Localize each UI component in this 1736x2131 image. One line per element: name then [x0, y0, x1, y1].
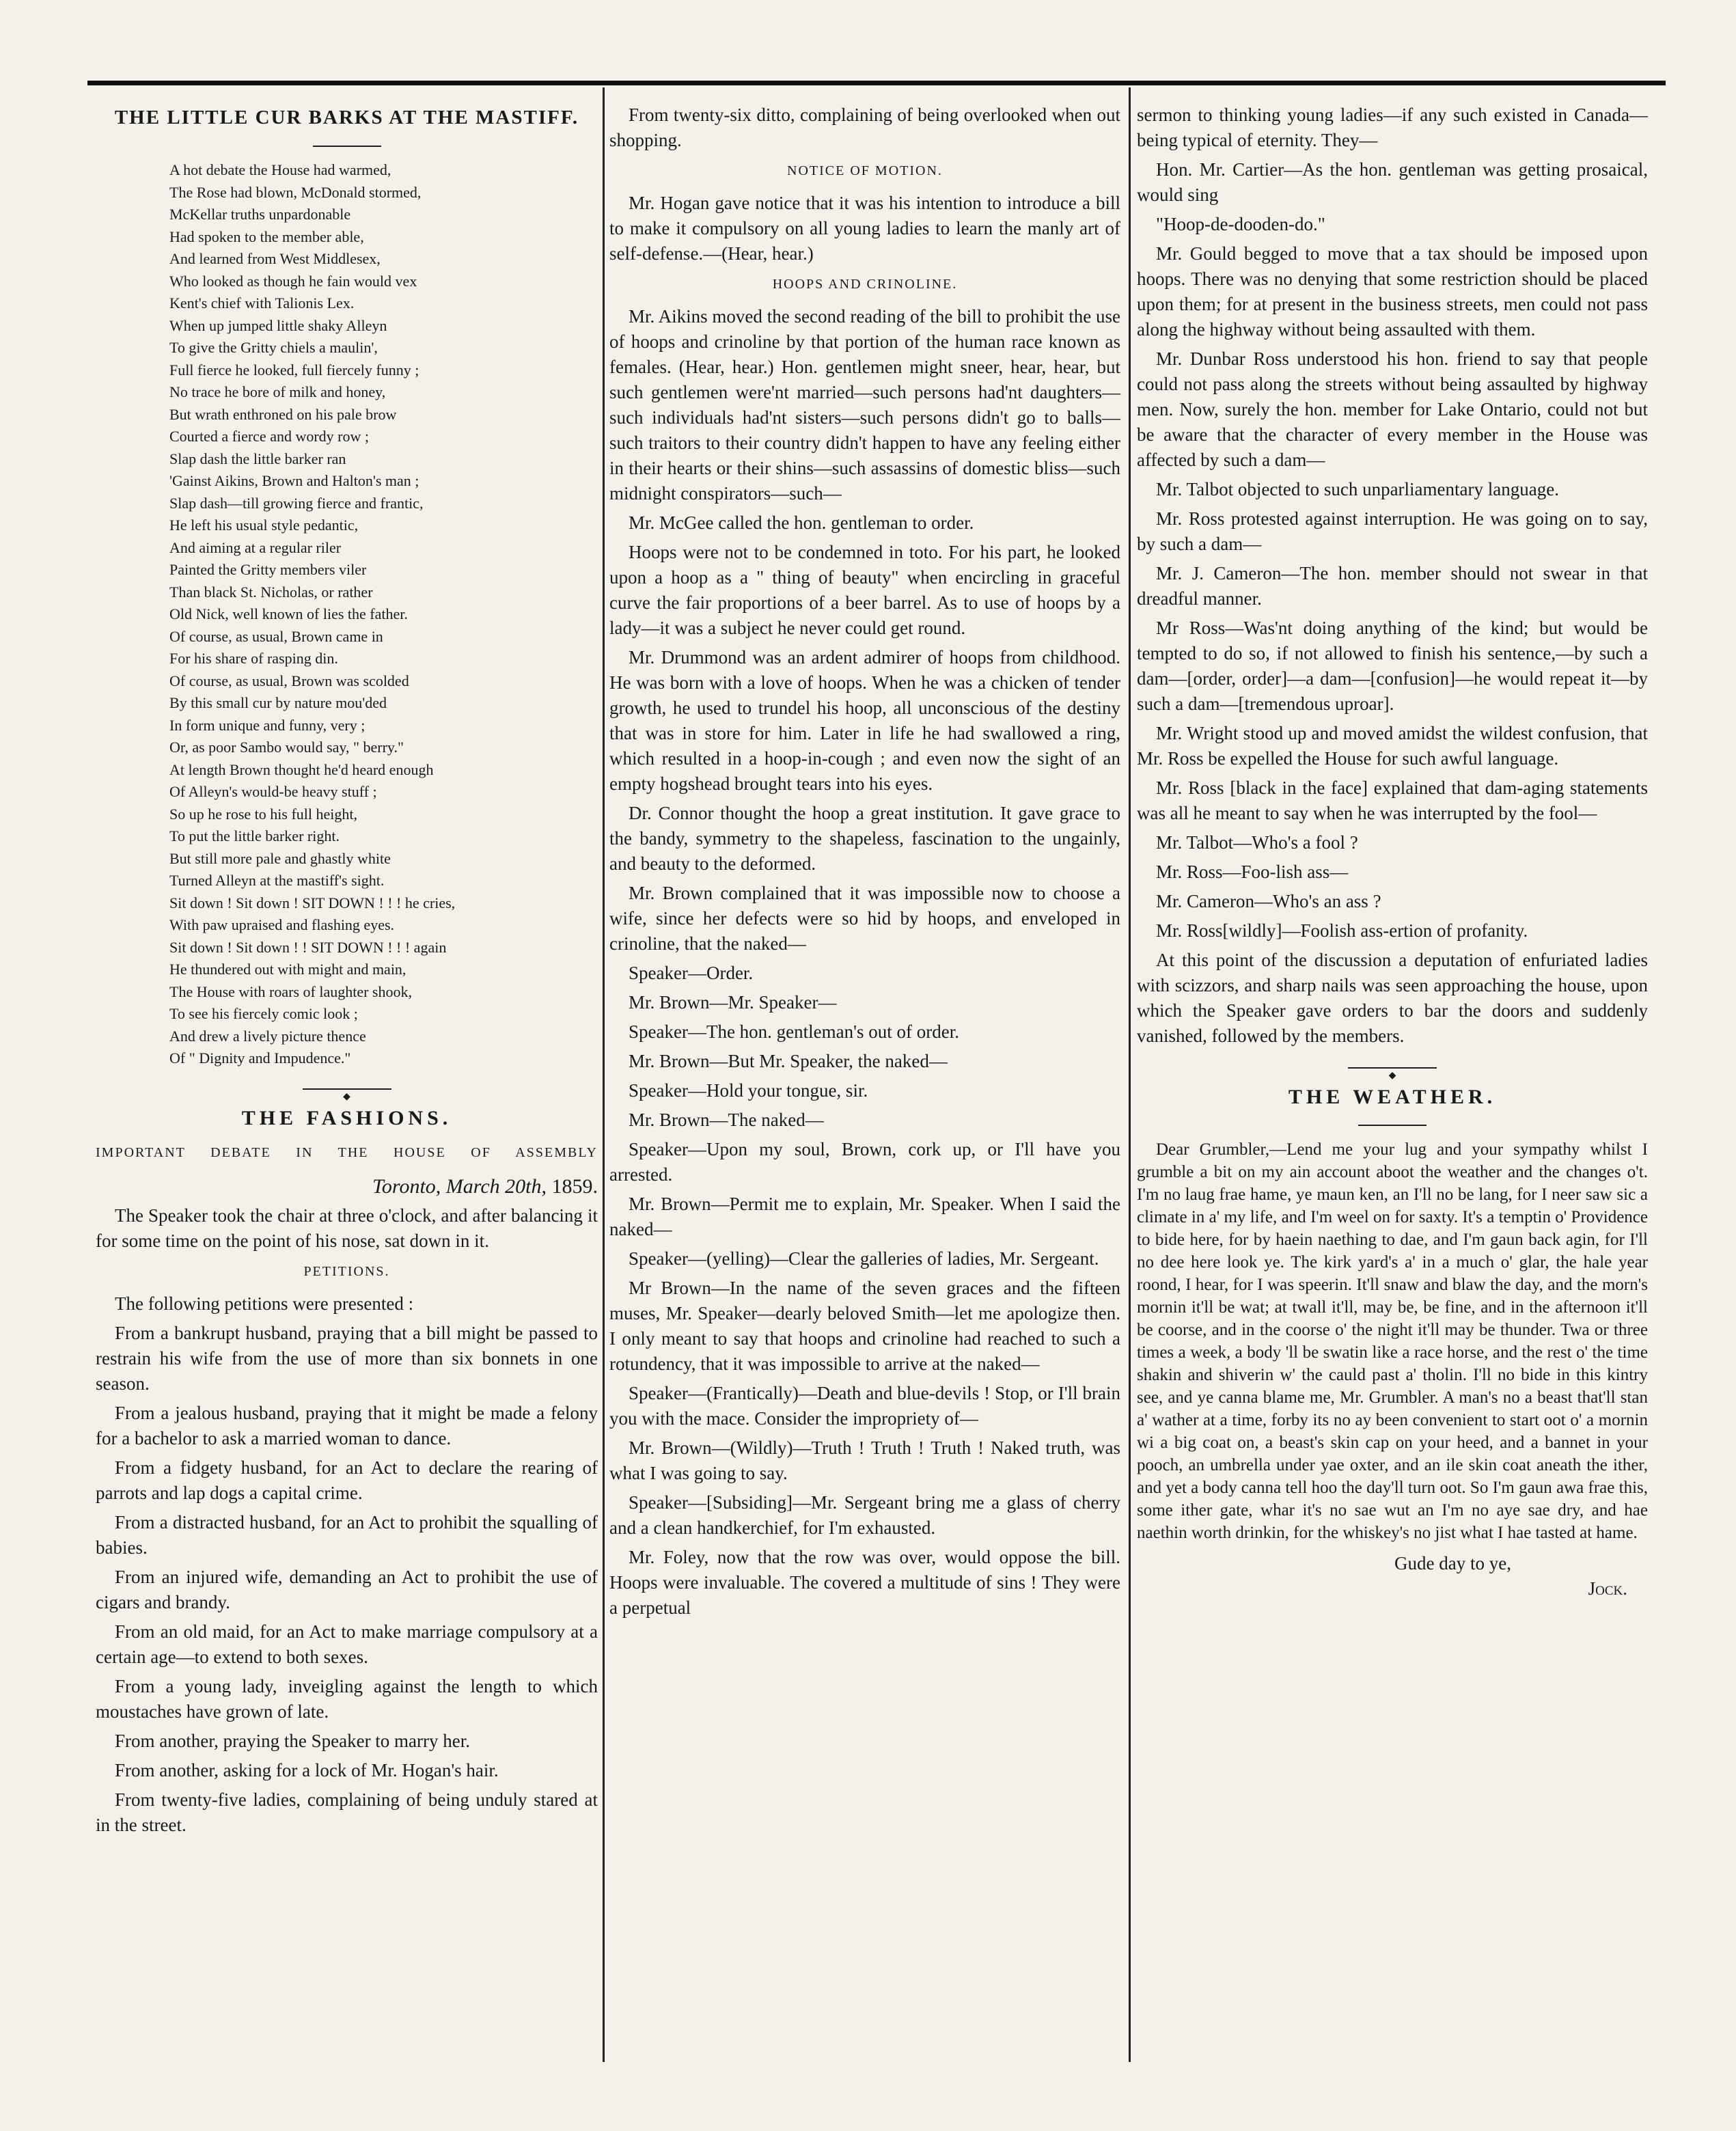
petition-item: From a bankrupt husband, praying that a bill might be passed to restrain his wife from the use of more than six bonnets in one season.: [96, 1322, 598, 1394]
signature: Jock.: [1588, 1578, 1627, 1599]
debate-paragraph: Mr. Ross protested against interruption. He was going on to say, by such a dam—: [1137, 508, 1648, 554]
dateline-year: 1859.: [551, 1174, 598, 1198]
poem-line: 'Gainst Aikins, Brown and Halton's man ;: [169, 472, 419, 489]
debate-paragraph: Mr. Drummond was an ardent admirer of hoops from childhood. He was born with a love of hoops. When he was a chicken of tender growth, he used to trundel his hoop, all unconscious of the destiny that was in store for him. Later in life he had swallowed a ring, which resulted in a hoop-in-cough ; and even now the sight of an empty hogshead brought tears into his eyes.: [609, 647, 1120, 794]
debate-paragraph: Mr. Ross[wildly]—Foolish ass-ertion of profanity.: [1156, 920, 1528, 941]
poem-line: Courted a fierce and wordy row ;: [169, 428, 370, 445]
poem-line: Or, as poor Sambo would say, " berry.": [169, 739, 404, 756]
debate-paragraph: Mr. Brown complained that it was impossible now to choose a wife, since her defects were so hid by hoops, and enveloped in crinoline, that the naked—: [609, 883, 1120, 954]
debate-paragraph: Mr. Talbot objected to such unparliamentary language.: [1156, 479, 1559, 499]
debate-paragraph: Speaker—The hon. gentleman's out of order.: [629, 1021, 959, 1042]
debate-paragraph: Mr. McGee called the hon. gentleman to order.: [629, 512, 974, 533]
debate-paragraph: "Hoop-de-dooden-do.": [1156, 214, 1325, 234]
debate-paragraph: Speaker—Upon my soul, Brown, cork up, or I'll have you arrested.: [609, 1139, 1120, 1185]
poem-line: Of Alleyn's would-be heavy stuff ;: [169, 783, 377, 800]
debate-paragraph: Speaker—Hold your tongue, sir.: [629, 1080, 868, 1101]
petition-item: From twenty-five ladies, complaining of being unduly stared at in the street.: [96, 1789, 598, 1835]
debate-paragraph: Mr. Brown—(Wildly)—Truth ! Truth ! Truth ! Naked truth, was what I was going to say.: [609, 1438, 1120, 1483]
poem-line: The Rose had blown, McDonald stormed,: [169, 183, 422, 201]
section-ornament: [96, 1081, 598, 1097]
poem-line: In form unique and funny, very ;: [169, 716, 366, 734]
debate-paragraph: Mr. Brown—Permit me to explain, Mr. Speaker. When I said the naked—: [609, 1194, 1120, 1239]
debate-paragraph: Mr. Foley, now that the row was over, would oppose the bill. Hoops were invaluable. The covered a multitude of sins ! They were a perpetual: [609, 1547, 1120, 1618]
col2-lead: From twenty-six ditto, complaining of being overlooked when out shopping.: [609, 105, 1120, 150]
poem-line: Of course, as usual, Brown came in: [169, 627, 383, 645]
debate-paragraph: At this point of the discussion a deputation of enfuriated ladies with scizzors, and sharp nails was seen approaching the house, upon which the Speaker gave orders to bar the doors and suddenly vanished, followed by the members.: [1137, 950, 1648, 1046]
poem-line: And aiming at a regular riler: [169, 538, 342, 556]
poem-line: But wrath enthroned on his pale brow: [169, 405, 397, 423]
poem-line: Of " Dignity and Impudence.": [169, 1049, 351, 1067]
debate-continued: [1137, 157, 1648, 1049]
debate-paragraph: Mr. Ross—Foo-lish ass—: [1156, 862, 1349, 882]
poem-line: To put the little barker right.: [169, 827, 340, 844]
debate-paragraph: Mr. J. Cameron—The hon. member should not swear in that dreadful manner.: [1137, 563, 1648, 609]
debate-paragraph: Mr. Ross [black in the face] explained that dam-aging statements was all he meant to say when he was interrupted by the fool—: [1137, 778, 1648, 823]
debate-paragraph: Mr. Brown—But Mr. Speaker, the naked—: [629, 1051, 948, 1071]
petition-item: From an injured wife, demanding an Act to prohibit the use of cigars and brandy.: [96, 1566, 598, 1612]
petition-item: From a jealous husband, praying that it might be made a felony for a bachelor to ask a married woman to dance.: [96, 1402, 598, 1448]
poem-line: Sit down ! Sit down ! ! SIT DOWN ! ! ! again: [169, 938, 447, 956]
debate-paragraph: Speaker—(Frantically)—Death and blue-devils ! Stop, or I'll brain you with the mace. Consider the impropriety of—: [609, 1383, 1120, 1429]
poem-line: Slap dash—till growing fierce and frantic,: [169, 494, 424, 512]
hoops-debate: [609, 304, 1120, 1621]
debate-paragraph: Mr. Gould begged to move that a tax should be imposed upon hoops. There was no denying that some restriction should be placed upon them; for at present in the business streets, men could not pass along the highway without being assaulted with them.: [1137, 243, 1648, 340]
poem-line: McKellar truths unpardonable: [169, 206, 351, 223]
poem-line: So up he rose to his full height,: [169, 805, 357, 823]
notice-heading: NOTICE OF MOTION.: [787, 163, 943, 178]
petition-item: From a young lady, inveigling against the length to which moustaches have grown of late.: [96, 1675, 598, 1722]
title-dash: [96, 140, 598, 154]
fashions-subtitle: IMPORTANT DEBATE IN THE HOUSE OF ASSEMBLY: [96, 1144, 598, 1160]
debate-paragraph: Speaker—Order.: [629, 963, 754, 983]
poem-line: No trace he bore of milk and honey,: [169, 383, 386, 400]
poem-title: THE LITTLE CUR BARKS AT THE MASTIFF.: [114, 107, 579, 128]
weather-dash: [1137, 1119, 1648, 1133]
poem-line: The House with roars of laughter shook,: [169, 982, 412, 1000]
signoff: Gude day to ye,: [1394, 1553, 1511, 1573]
poem-line: Slap dash the little barker ran: [169, 450, 346, 467]
debate-paragraph: Mr. Brown—The naked—: [629, 1110, 824, 1130]
debate-paragraph: Mr. Dunbar Ross understood his hon. friend to say that people could not pass along the streets without being assaulted by highway men. Now, surely the hon. member for Lake Ontario, could not but be aware that the character of every member in the House was affected by such a dam—: [1137, 348, 1648, 470]
weather-title: THE WEATHER.: [1288, 1086, 1497, 1108]
poem-line: To give the Gritty chiels a maulin',: [169, 339, 378, 356]
poem-line: To see his fiercely comic look ;: [169, 1005, 358, 1022]
fashions-title: THE FASHIONS.: [241, 1106, 452, 1129]
poem-line: Who looked as though he fain would vex: [169, 272, 417, 290]
poem-line: Had spoken to the member able,: [169, 228, 364, 245]
poem-line: Kent's chief with Talionis Lex.: [169, 294, 355, 312]
notice-text: Mr. Hogan gave notice that it was his intention to introduce a bill to make it compulsory on all young ladies to learn the manly art of self-defense.—(Hear, hear.): [609, 193, 1120, 264]
poem-line: By this small cur by nature mou'ded: [169, 694, 387, 711]
poem-line: He left his usual style pedantic,: [169, 517, 359, 534]
poem-line: Than black St. Nicholas, or rather: [169, 583, 373, 601]
debate-paragraph: Speaker—(yelling)—Clear the galleries of ladies, Mr. Sergeant.: [629, 1248, 1099, 1269]
poem-line: Full fierce he looked, full fiercely funny ;: [169, 361, 419, 379]
poem-line: And learned from West Middlesex,: [169, 250, 381, 267]
weather-letter: Dear Grumbler,—Lend me your lug and your sympathy whilst I grumble a bit on my ain account aboot the weather and the changes o't. I'm no laug frae hame, ye maun ken, an I'll no be lang, for I neer saw sic a climate in a' my life, and I'm weel on for saxty. It's a temptin o' Providence to bide here, for by haein naething to dae, and I'm gaun back agin, for I'll no dee here look ye. The kirk yard's a' in a much o' glar, the hale year roond, I hear, for I was speerin. It'll snaw and blaw the day, and the morn's mornin it'll be wat; at twall it'll, may be, be fine, and in the afternoon it'll be coorse, and in the coorse o' the night it'll may be thunder. Twa or three times a week, a body 'll be swatin like a race horse, and the rest o' the time shakin and shiverin w' the cauld past a' tholin. I'll no bide in this kintry see, and ye canna blame me, Mr. Grumbler. A man's no a beast that'll stan a' wather at a time, forby its no ay been convenient to start oot o' a mornin wi a big coat on, a beast's skin cap on your heed, and a bannet in your pooch, an umbrella under yae oxter, and an ile skin coat aneath the ither, and yet a body canna tell hoo the day'll turn oot. So I'm gaun awa frae this, some ither gate, whar it's no sae wut an I'm no aye sae dry, and hae naethin worth drinkin, for the whiskey's no jist what I hae tasted at hame.: [1137, 1140, 1648, 1542]
poem: [169, 159, 598, 1070]
petition-item: From a fidgety husband, for an Act to declare the rearing of parrots and lap dogs a capital crime.: [96, 1457, 598, 1503]
column-rule-right: [1129, 87, 1131, 2062]
debate-paragraph: Mr. Talbot—Who's a fool ?: [1156, 832, 1358, 853]
column-rule-left: [603, 87, 605, 2062]
debate-paragraph: Mr. Brown—Mr. Speaker—: [629, 992, 837, 1013]
dateline-place: Toronto, March 20th,: [372, 1174, 547, 1198]
debate-paragraph: Mr. Wright stood up and moved amidst the wildest confusion, that Mr. Ross be expelled the House for such awful language.: [1137, 723, 1648, 769]
petition-item: The following petitions were presented :: [115, 1293, 414, 1314]
petition-item: From a distracted husband, for an Act to prohibit the squalling of babies.: [96, 1511, 598, 1558]
poem-line: Old Nick, well known of lies the father.: [169, 605, 408, 622]
debate-paragraph: Mr Ross—Was'nt doing anything of the kind; but would be tempted to do so, if not allowed to finish his sentence,—by such a dam—[order, order]—a dam—[confusion]—he would repeat it—by such a dam—[tremendous uproar].: [1137, 618, 1648, 714]
poem-line: And drew a lively picture thence: [169, 1027, 366, 1045]
section-ornament-2: [1137, 1060, 1648, 1076]
poem-line: But still more pale and ghastly white: [169, 849, 391, 867]
debate-paragraph: Mr Brown—In the name of the seven graces and the fifteen muses, Mr. Speaker—dearly beloved Smith—let me apologize then. I only meant to say that hoops and crinoline had reached to such a rotundency, that it was impossible to arrive at the naked—: [609, 1278, 1120, 1374]
hoops-heading: HOOPS AND CRINOLINE.: [772, 277, 958, 292]
poem-line: A hot debate the House had warmed,: [169, 161, 391, 178]
petition-item: From an old maid, for an Act to make marriage compulsory at a certain age—to extend to both sexes.: [96, 1621, 598, 1667]
poem-line: Sit down ! Sit down ! SIT DOWN ! ! ! he cries,: [169, 894, 456, 911]
debate-paragraph: Speaker—[Subsiding]—Mr. Sergeant bring me a glass of cherry and a clean handkerchief, for I'm exhausted.: [609, 1492, 1120, 1538]
column-2: [609, 102, 1120, 1625]
column-1: [96, 102, 598, 1842]
poem-line: Of course, as usual, Brown was scolded: [169, 672, 409, 689]
poem-line: Turned Alleyn at the mastiff's sight.: [169, 872, 385, 889]
page-top-rule: [87, 81, 1666, 85]
debate-paragraph: Dr. Connor thought the hoop a great institution. It gave grace to the bandy, symmetry to the shapeless, fascination to the ungainly, and beauty to the deformed.: [609, 803, 1120, 874]
column-3: [1137, 102, 1648, 1601]
debate-paragraph: Hoops were not to be condemned in toto. For his part, he looked upon a hoop as a " thing of beauty" when encircling in graceful curve the fair proportions of a beer barrel. As to use of hoops by a lady—it was a subject he never could get round.: [609, 542, 1120, 638]
poem-line: When up jumped little shaky Alleyn: [169, 316, 387, 334]
debate-paragraph: Mr. Cameron—Who's an ass ?: [1156, 891, 1381, 911]
poem-line: Painted the Gritty members viler: [169, 561, 367, 578]
petitions-list: [96, 1291, 598, 1838]
poem-line: With paw upraised and flashing eyes.: [169, 916, 395, 933]
debate-paragraph: Mr. Aikins moved the second reading of the bill to prohibit the use of hoops and crinoline by that portion of the human race known as females. (Hear, hear.) Hon. gentlemen might sneer, hear, hear, but such gentlemen were'nt married—such persons had'nt daughters—such individuals had'nt sisters—such persons didn't go to balls—such traitors to their country didn't happen to have any feeling either in their hearts or their shins—such assassins of domestic bliss—such midnight conspirators—such—: [609, 306, 1120, 504]
debate-paragraph: Hon. Mr. Cartier—As the hon. gentleman was getting prosaical, would sing: [1137, 159, 1648, 205]
poem-line: At length Brown thought he'd heard enough: [169, 760, 434, 778]
dateline: [96, 1174, 598, 1199]
petition-item: From another, asking for a lock of Mr. Hogan's hair.: [115, 1759, 499, 1781]
poem-line: For his share of rasping din.: [169, 650, 338, 667]
petitions-heading: PETITIONS.: [303, 1263, 390, 1279]
poem-line: He thundered out with might and main,: [169, 961, 407, 978]
fashions-intro: The Speaker took the chair at three o'clock, and after balancing it for some time on the point of his nose, sat down in it.: [96, 1205, 598, 1251]
col3-lead: sermon to thinking young ladies—if any such existed in Canada—being typical of eternity. They—: [1137, 105, 1648, 150]
petition-item: From another, praying the Speaker to marry her.: [115, 1730, 471, 1751]
